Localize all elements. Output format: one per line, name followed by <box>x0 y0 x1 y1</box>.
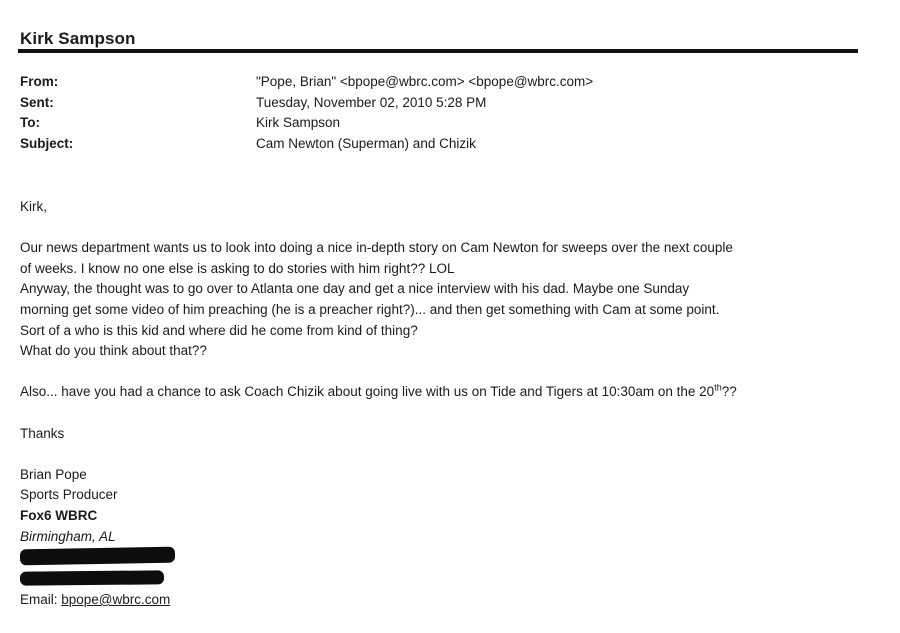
body-text: Also... have you had a chance to ask Coach Chizik about going live with us on Tide and Tigers at 10:30am on the 20 <box>20 384 715 400</box>
body-paragraph-1 <box>20 238 870 362</box>
email-body <box>20 197 870 547</box>
header-value-subject: Cam Newton (Superman) and Chizik <box>256 135 476 151</box>
document-owner-name: Kirk Sampson <box>20 29 136 48</box>
header-value-sent: Tuesday, November 02, 2010 5:28 PM <box>256 94 487 110</box>
header-value-from: "Pope, Brian" <bpope@wbrc.com> <bpope@wbrc.com> <box>256 74 594 89</box>
body-line: Our news department wants us to look into doing a nice in-depth story on Cam Newton for sweeps over the next couple <box>20 240 733 256</box>
signature-station: Fox6 WBRC <box>20 507 98 523</box>
header-divider <box>18 49 858 53</box>
signature-block <box>20 465 870 547</box>
redaction-bar <box>20 570 164 585</box>
header-value-to: Kirk Sampson <box>256 115 341 130</box>
body-line: of weeks. I know no one else is asking to do stories with him right?? LOL <box>20 260 455 276</box>
email-link[interactable]: bpope@wbrc.com <box>61 592 171 607</box>
email-label: Email: <box>20 592 62 607</box>
signature-title: Sports Producer <box>20 487 118 503</box>
ordinal-superscript: th <box>714 382 722 393</box>
closing: Thanks <box>20 425 65 441</box>
body-line: Sort of a who is this kid and where did he come from kind of thing? <box>20 322 418 338</box>
body-line: Anyway, the thought was to go over to Atlanta one day and get a nice interview with his dad. Maybe one Sunday <box>20 281 690 297</box>
greeting: Kirk, <box>20 199 47 214</box>
header-label: Sent: <box>20 94 54 110</box>
body-text: ?? <box>721 384 737 400</box>
body-line: What do you think about that?? <box>20 343 207 359</box>
redaction-bar <box>20 547 175 566</box>
signature-name: Brian Pope <box>20 466 87 482</box>
header-label: To: <box>20 115 40 130</box>
signature-location: Birmingham, AL <box>20 528 116 544</box>
body-paragraph-2 <box>20 382 870 403</box>
header-label: From: <box>20 74 59 89</box>
header-label: Subject: <box>20 135 74 151</box>
body-line: morning get some video of him preaching (he is a preacher right?)... and then get something with Cam at some point. <box>20 301 720 317</box>
signature-email <box>20 590 170 611</box>
